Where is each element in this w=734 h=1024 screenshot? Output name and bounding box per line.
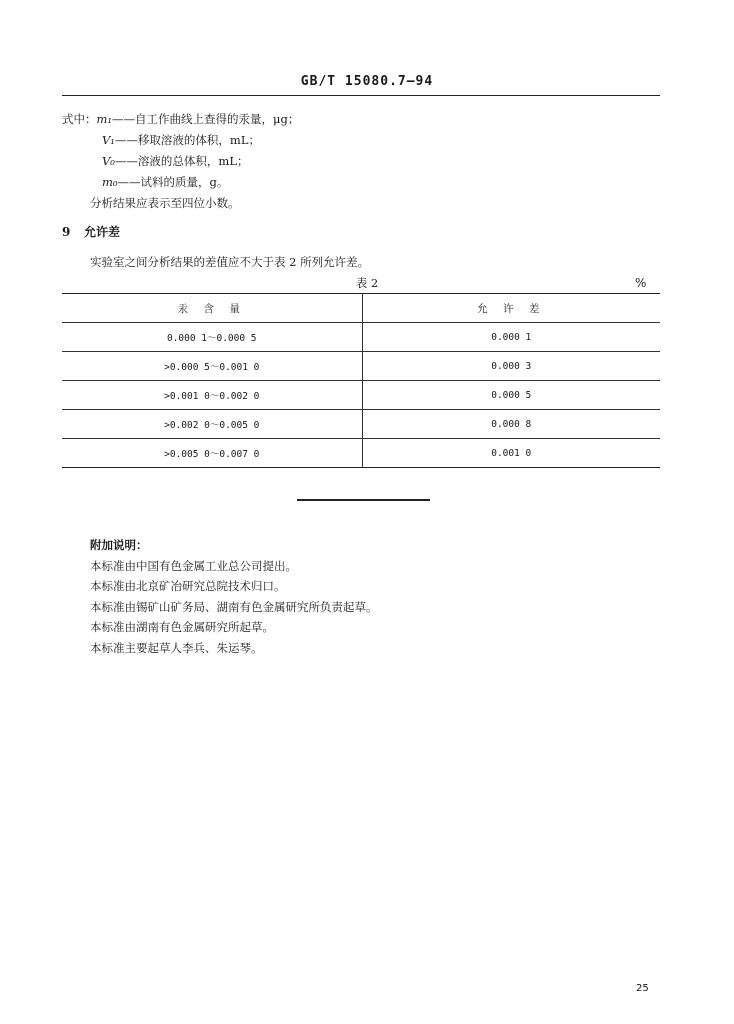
note-line: 本标准由锡矿山矿务局、湖南有色金属研究所负责起草。 <box>90 599 378 614</box>
definition-row <box>62 130 299 151</box>
definition-row <box>62 151 299 172</box>
result-precision-note: 分析结果应表示至四位小数。 <box>90 196 240 210</box>
tolerance-table <box>62 293 660 468</box>
page-number: 25 <box>636 983 649 994</box>
column-header-tolerance: 允 许 差 <box>362 294 660 323</box>
note-line: 本标准由北京矿冶研究总院技术归口。 <box>90 579 286 593</box>
table-row <box>62 352 660 381</box>
definition-dash: —— <box>117 175 141 189</box>
definition-dash: —— <box>114 154 138 168</box>
mercury-content-cell: >0.000 5～0.001 0 <box>62 352 362 381</box>
notes-heading: 附加说明： <box>90 538 148 552</box>
definition-text: 溶液的总体积，mL； <box>137 154 249 168</box>
definition-row <box>62 109 299 130</box>
table-row <box>62 410 660 439</box>
mercury-content-cell: >0.001 0～0.002 0 <box>62 381 362 410</box>
tolerance-cell: 0.000 3 <box>362 352 660 381</box>
additional-notes <box>90 535 378 658</box>
table-row <box>62 381 660 410</box>
tolerance-cell: 0.000 5 <box>362 381 660 410</box>
definition-symbol: V₀ <box>102 154 115 168</box>
table-row <box>62 323 660 352</box>
definition-symbol: m₁ <box>96 112 113 126</box>
table-caption: 表 2 <box>355 276 379 290</box>
end-of-text-rule <box>297 499 430 501</box>
standard-code-header: GB/T 15080.7—94 <box>300 74 434 89</box>
mercury-content-cell: 0.000 1～0.000 5 <box>62 323 362 352</box>
section-number: 9 <box>62 225 71 239</box>
note-line: 本标准主要起草人李兵、朱运琴。 <box>90 640 263 655</box>
tolerance-cell: 0.001 0 <box>362 439 660 468</box>
tolerance-cell: 0.000 8 <box>362 410 660 439</box>
definition-text: 移取溶液的体积，mL； <box>137 133 260 147</box>
mercury-content-cell: >0.005 0～0.007 0 <box>62 439 362 468</box>
tolerance-cell: 0.000 1 <box>362 323 660 352</box>
section-intro: 实验室之间分析结果的差值应不大于表 2 所列允许差。 <box>90 255 370 269</box>
column-header-mercury-content: 汞 含 量 <box>62 294 362 323</box>
definition-text: 试料的质量，g。 <box>140 175 229 189</box>
definition-symbol: V₁ <box>102 133 115 147</box>
table-row <box>62 439 660 468</box>
header-rule <box>62 95 660 96</box>
definition-text: 自工作曲线上查得的汞量，μg； <box>135 112 300 126</box>
table-unit: % <box>635 276 647 290</box>
definition-row <box>62 172 299 193</box>
mercury-content-cell: >0.002 0～0.005 0 <box>62 410 362 439</box>
definition-dash: —— <box>112 112 136 126</box>
table-header-row <box>62 294 660 323</box>
section-title: 允许差 <box>84 225 121 239</box>
section-heading <box>62 223 120 240</box>
definition-symbol: m₀ <box>102 175 118 189</box>
definition-dash: —— <box>114 133 138 147</box>
definition-prefix: 式中： <box>62 112 97 126</box>
note-line: 本标准由中国有色金属工业总公司提出。 <box>90 558 297 573</box>
formula-definitions <box>62 109 299 214</box>
note-line: 本标准由湖南有色金属研究所起草。 <box>90 620 274 634</box>
